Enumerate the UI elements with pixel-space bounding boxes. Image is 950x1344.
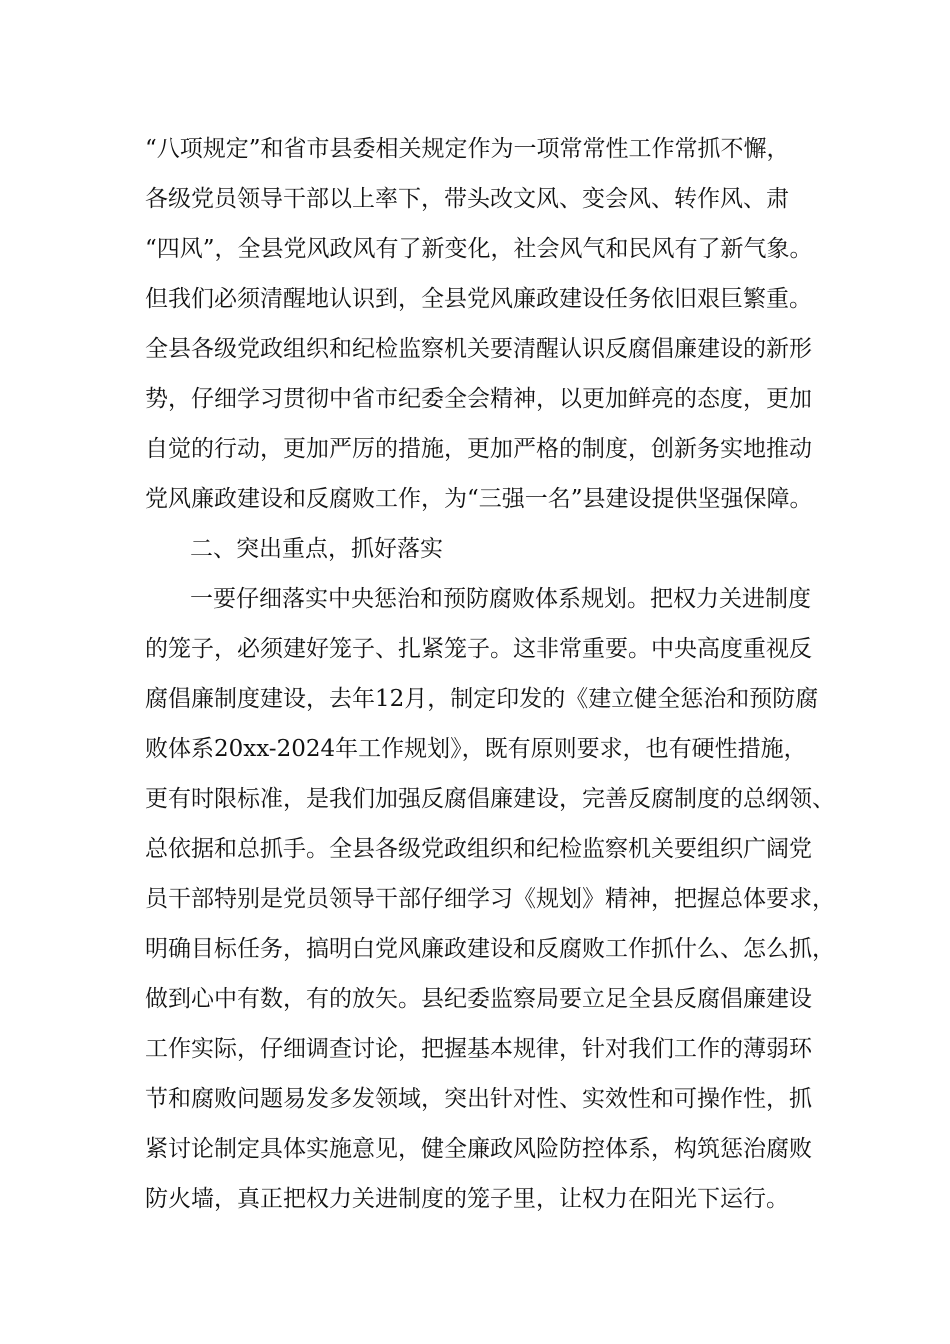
section-heading: 二、突出重点，抓好落实	[190, 536, 443, 562]
text-line-3: “四风”，全县党风政风有了新变化，社会风气和民风有了新气象。	[145, 236, 813, 262]
text-line-8: 党风廉政建设和反腐败工作，为“三强一名”县建设提供坚强保障。	[145, 486, 813, 512]
text-line-18: 做到心中有数，有的放矢。县纪委监察局要立足全县反腐倡廉建设	[145, 986, 812, 1012]
text-line-16: 员干部特别是党员领导干部仔细学习《规划》精神，把握总体要求，	[145, 886, 835, 912]
text-line-17: 明确目标任务，搞明白党风廉政建设和反腐败工作抓什么、怎么抓，	[145, 936, 835, 962]
text-line-6: 势，仔细学习贯彻中省市纪委全会精神，以更加鲜亮的态度，更加	[145, 386, 812, 412]
text-line-14: 更有时限标准，是我们加强反腐倡廉建设，完善反腐制度的总纲领、	[145, 786, 835, 812]
text-line-20: 节和腐败问题易发多发领域，突出针对性、实效性和可操作性，抓	[145, 1086, 812, 1112]
text-line-13: 败体系20xx-2024年工作规划》，既有原则要求，也有硬性措施，	[145, 736, 807, 762]
text-line-5: 全县各级党政组织和纪检监察机关要清醒认识反腐倡廉建设的新形	[145, 336, 812, 362]
text-line-11: 的笼子，必须建好笼子、扎紧笼子。这非常重要。中央高度重视反	[145, 636, 812, 662]
text-line-7: 自觉的行动，更加严厉的措施，更加严格的制度，创新务实地推动	[145, 436, 812, 462]
text-line-1: “八项规定”和省市县委相关规定作为一项常常性工作常抓不懈，	[145, 136, 790, 162]
text-line-10: 一要仔细落实中央惩治和预防腐败体系规划。把权力关进制度	[190, 586, 811, 612]
text-line-22: 防火墙，真正把权力关进制度的笼子里，让权力在阳光下运行。	[145, 1186, 789, 1212]
text-line-19: 工作实际，仔细调查讨论，把握基本规律，针对我们工作的薄弱环	[145, 1036, 812, 1062]
text-line-12: 腐倡廉制度建设，去年12月，制定印发的《建立健全惩治和预防腐	[145, 686, 819, 712]
text-line-15: 总依据和总抓手。全县各级党政组织和纪检监察机关要组织广阔党	[145, 836, 812, 862]
text-line-2: 各级党员领导干部以上率下，带头改文风、变会风、转作风、肃	[145, 186, 789, 212]
text-line-4: 但我们必须清醒地认识到，全县党风廉政建设任务依旧艰巨繁重。	[145, 286, 812, 312]
text-line-21: 紧讨论制定具体实施意见，健全廉政风险防控体系，构筑惩治腐败	[145, 1136, 812, 1162]
